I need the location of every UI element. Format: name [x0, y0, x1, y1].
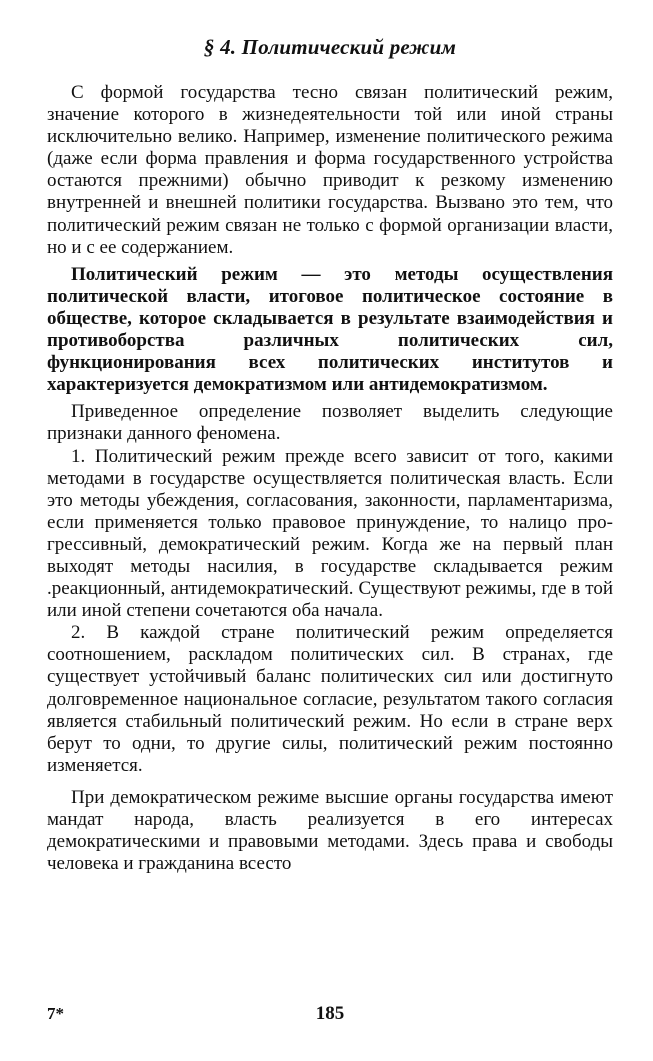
- paragraph-intro: С формой государства тесно связан политический режим, значение которого в жизнедеятельности той или иной страны исключительно велико. Например, изменение политического режима (даже если форма правления и форма государственного устройства остаются прежними) обычно приводит к резкому изменению внутренней и внешней политики государства. Вызвано это тем, что политический режим связан не только с формой организации власти, но и с ее содержанием.: [47, 82, 613, 258]
- page-body: [47, 82, 613, 875]
- page-number: 185: [315, 1003, 345, 1024]
- paragraph-feature-2: 2. В каждой стране политический режим определяется соотношением, раскладом политических сил. В странах, где существует устойчивый баланс политических сил или достигнуто долговременное национальное согласие, результатом такого согласия является стабильный политический режим. Но если в стране верх берут то одни, то другие силы, политический режим постоянно изменяется.: [47, 622, 613, 776]
- section-title: § 4. Политический режим: [203, 35, 457, 59]
- paragraph-definition: Политический режим — это методы осуществления политической власти, итоговое политическое состояние в обществе, которое складывается в результате взаимодействия и противоборства различных политических сил, функционирования всех политических институтов и характеризуется демократизмом или антидемократизмом.: [47, 263, 613, 396]
- page-footer: [47, 1002, 613, 1026]
- paragraph-democratic-regime: При демократическом режиме высшие органы государства имеют мандат народа, власть реализуется в его интересах демократическими и правовыми методами. Здесь права и свободы человека и гражданина всесто: [47, 786, 613, 875]
- signature-mark: 7*: [47, 1004, 64, 1023]
- paragraph-feature-1: 1. Политический режим прежде всего зависит от того, какими методами в государстве осуществляется политическая власть. Если это методы убеждения, согласования, законности, парламентаризма, если применяется только правовое принуждение, то налицо прогрессивный, демократический режим. Когда же на первый план выходят методы насилия, в государстве складывается режим .реакционный, антидемократический. Существуют режимы, где в той или иной степени сочетаются оба начала.: [47, 445, 613, 622]
- paragraph-features-intro: Приведенное определение позволяет выделить следующие признаки данного феномена.: [47, 401, 613, 445]
